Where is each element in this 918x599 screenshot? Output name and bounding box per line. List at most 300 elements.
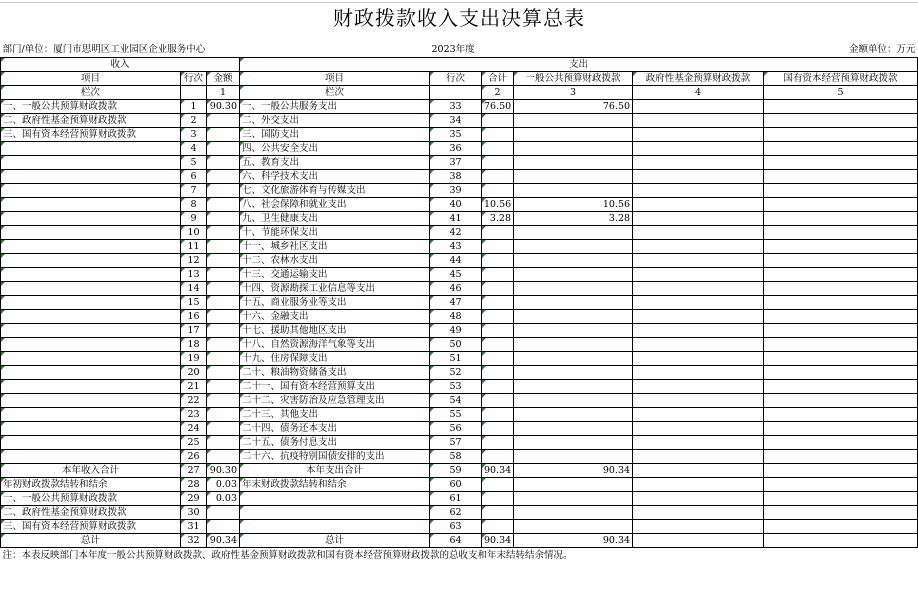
income-item-cell <box>1 198 181 212</box>
income-item-cell <box>1 170 181 184</box>
footnote: 注：本表反映部门本年度一般公共预算财政拨款、政府性基金预算财政拨款和国有资本经营预算财政拨款的总收支和年末结转结余情况。 <box>1 548 918 563</box>
expense-item-cell: 二、外交支出 <box>240 114 430 128</box>
state-capital-cell <box>764 506 918 520</box>
total-cell <box>482 520 514 534</box>
expense-line-cell: 48 <box>430 310 482 324</box>
income-amount-cell <box>207 338 240 352</box>
income-line-cell: 23 <box>181 408 207 422</box>
income-line-cell: 29 <box>181 492 207 506</box>
total-cell: 76.50 <box>482 100 514 114</box>
state-capital-cell <box>764 366 918 380</box>
state-capital-cell <box>764 268 918 282</box>
income-line-cell: 9 <box>181 212 207 226</box>
gov-fund-cell <box>633 492 764 506</box>
expense-item-cell: 十二、农林水支出 <box>240 254 430 268</box>
expense-line-cell: 41 <box>430 212 482 226</box>
state-capital-cell <box>764 324 918 338</box>
general-budget-cell <box>514 338 633 352</box>
expense-line-cell: 38 <box>430 170 482 184</box>
expense-item-cell: 十四、资源勘探工业信息等支出 <box>240 282 430 296</box>
gov-fund-cell <box>633 408 764 422</box>
table-row <box>1 282 918 296</box>
income-line-cell: 2 <box>181 114 207 128</box>
total-cell <box>482 324 514 338</box>
col-num-3: 3 <box>514 86 633 100</box>
table-row <box>1 478 918 492</box>
total-cell <box>482 128 514 142</box>
income-amount-header: 金额 <box>207 72 240 86</box>
state-capital-cell <box>764 450 918 464</box>
gov-fund-cell <box>633 156 764 170</box>
income-item-cell: 年初财政拨款结转和结余 <box>1 478 181 492</box>
general-budget-cell <box>514 114 633 128</box>
total-cell <box>482 506 514 520</box>
general-budget-cell <box>514 394 633 408</box>
income-item-cell <box>1 184 181 198</box>
state-capital-cell <box>764 520 918 534</box>
expense-item-cell: 三、国防支出 <box>240 128 430 142</box>
general-budget-cell <box>514 282 633 296</box>
table-row <box>1 268 918 282</box>
general-budget-cell <box>514 450 633 464</box>
income-amount-cell <box>207 142 240 156</box>
table-row <box>1 366 918 380</box>
gov-fund-header: 政府性基金预算财政拨款 <box>633 72 764 86</box>
income-amount-cell <box>207 520 240 534</box>
expense-item-cell: 十六、金融支出 <box>240 310 430 324</box>
income-line-cell: 32 <box>181 534 207 548</box>
general-budget-cell <box>514 506 633 520</box>
income-item-cell <box>1 394 181 408</box>
gov-fund-cell <box>633 240 764 254</box>
expense-line-cell: 49 <box>430 324 482 338</box>
budget-table <box>0 42 918 562</box>
expense-item-cell: 十七、援助其他地区支出 <box>240 324 430 338</box>
income-amount-cell <box>207 366 240 380</box>
income-amount-cell <box>207 408 240 422</box>
income-amount-cell: 0.03 <box>207 492 240 506</box>
expense-line-cell: 50 <box>430 338 482 352</box>
gov-fund-cell <box>633 506 764 520</box>
income-item-cell <box>1 254 181 268</box>
state-capital-cell <box>764 170 918 184</box>
expense-item-cell: 二十、粮油物资储备支出 <box>240 366 430 380</box>
income-line-cell: 1 <box>181 100 207 114</box>
table-row <box>1 492 918 506</box>
state-capital-cell <box>764 478 918 492</box>
table-row <box>1 352 918 366</box>
income-item-cell <box>1 310 181 324</box>
expense-item-cell: 六、科学技术支出 <box>240 170 430 184</box>
expense-item-cell: 二十三、其他支出 <box>240 408 430 422</box>
general-budget-cell <box>514 380 633 394</box>
income-amount-cell <box>207 352 240 366</box>
note-row <box>1 548 918 563</box>
total-cell <box>482 450 514 464</box>
col-num-4: 4 <box>633 86 764 100</box>
expense-line-cell: 46 <box>430 282 482 296</box>
expense-item-header: 项目 <box>240 72 430 86</box>
table-row <box>1 156 918 170</box>
state-capital-cell <box>764 198 918 212</box>
table-row <box>1 128 918 142</box>
table-row <box>1 394 918 408</box>
gov-fund-cell <box>633 100 764 114</box>
general-budget-cell <box>514 156 633 170</box>
year-label: 2023年度 <box>430 42 633 58</box>
expense-line-cell: 59 <box>430 464 482 478</box>
empty-cell <box>430 86 482 100</box>
general-budget-cell <box>514 240 633 254</box>
gov-fund-cell <box>633 296 764 310</box>
income-amount-cell <box>207 184 240 198</box>
income-item-cell <box>1 366 181 380</box>
expense-item-cell <box>240 520 430 534</box>
income-line-header: 行次 <box>181 72 207 86</box>
table-row <box>1 464 918 478</box>
state-capital-cell <box>764 310 918 324</box>
expense-item-cell <box>240 492 430 506</box>
table-row <box>1 422 918 436</box>
gov-fund-cell <box>633 436 764 450</box>
income-amount-cell <box>207 436 240 450</box>
table-row <box>1 212 918 226</box>
table-row <box>1 534 918 548</box>
income-line-cell: 6 <box>181 170 207 184</box>
income-item-cell <box>1 268 181 282</box>
table-row <box>1 254 918 268</box>
table-row <box>1 170 918 184</box>
state-capital-cell <box>764 380 918 394</box>
income-line-cell: 15 <box>181 296 207 310</box>
state-capital-cell <box>764 338 918 352</box>
income-item-cell: 总计 <box>1 534 181 548</box>
gov-fund-cell <box>633 366 764 380</box>
general-budget-cell <box>514 324 633 338</box>
state-capital-cell <box>764 128 918 142</box>
expense-line-cell: 33 <box>430 100 482 114</box>
income-line-cell: 4 <box>181 142 207 156</box>
income-item-cell <box>1 324 181 338</box>
income-item-cell: 本年收入合计 <box>1 464 181 478</box>
expense-item-cell: 二十二、灾害防治及应急管理支出 <box>240 394 430 408</box>
total-cell <box>482 170 514 184</box>
income-item-cell <box>1 212 181 226</box>
expense-item-cell: 十五、商业服务业等支出 <box>240 296 430 310</box>
gov-fund-cell <box>633 534 764 548</box>
table-row <box>1 240 918 254</box>
income-line-cell: 5 <box>181 156 207 170</box>
income-line-cell: 14 <box>181 282 207 296</box>
table-row <box>1 338 918 352</box>
state-capital-cell <box>764 352 918 366</box>
expense-line-cell: 44 <box>430 254 482 268</box>
gov-fund-cell <box>633 170 764 184</box>
expense-item-cell: 一、一般公共服务支出 <box>240 100 430 114</box>
gov-fund-cell <box>633 310 764 324</box>
general-budget-cell <box>514 408 633 422</box>
total-cell <box>482 436 514 450</box>
total-cell <box>482 282 514 296</box>
state-capital-cell <box>764 464 918 478</box>
income-item-cell: 三、国有资本经营预算财政拨款 <box>1 128 181 142</box>
gov-fund-cell <box>633 184 764 198</box>
total-cell <box>482 296 514 310</box>
table-row <box>1 100 918 114</box>
state-capital-cell <box>764 184 918 198</box>
expense-line-cell: 54 <box>430 394 482 408</box>
gov-fund-cell <box>633 464 764 478</box>
expense-item-cell: 十、节能环保支出 <box>240 226 430 240</box>
income-line-cell: 19 <box>181 352 207 366</box>
gov-fund-cell <box>633 352 764 366</box>
income-amount-cell <box>207 310 240 324</box>
income-item-cell: 二、政府性基金预算财政拨款 <box>1 114 181 128</box>
expense-line-cell: 35 <box>430 128 482 142</box>
gov-fund-cell <box>633 422 764 436</box>
general-budget-cell: 10.56 <box>514 198 633 212</box>
col-num-1: 1 <box>207 86 240 100</box>
expense-item-cell: 十九、住房保障支出 <box>240 352 430 366</box>
total-cell <box>482 254 514 268</box>
expense-item-cell: 总计 <box>240 534 430 548</box>
expense-line-cell: 53 <box>430 380 482 394</box>
gov-fund-cell <box>633 128 764 142</box>
income-amount-cell <box>207 394 240 408</box>
table-row <box>1 198 918 212</box>
income-line-cell: 20 <box>181 366 207 380</box>
general-budget-cell <box>514 422 633 436</box>
col-num-5: 5 <box>764 86 918 100</box>
income-line-cell: 3 <box>181 128 207 142</box>
expense-line-cell: 58 <box>430 450 482 464</box>
state-capital-cell <box>764 212 918 226</box>
empty-cell <box>181 86 207 100</box>
general-budget-cell <box>514 268 633 282</box>
income-amount-cell: 90.34 <box>207 534 240 548</box>
income-header: 收入 <box>1 58 240 72</box>
state-capital-cell <box>764 142 918 156</box>
income-amount-cell <box>207 506 240 520</box>
income-line-cell: 10 <box>181 226 207 240</box>
total-cell <box>482 114 514 128</box>
income-amount-cell <box>207 128 240 142</box>
general-budget-cell: 90.34 <box>514 464 633 478</box>
gov-fund-cell <box>633 380 764 394</box>
income-amount-cell <box>207 282 240 296</box>
total-cell <box>482 478 514 492</box>
total-cell <box>482 268 514 282</box>
general-budget-cell <box>514 254 633 268</box>
total-header: 合计 <box>482 72 514 86</box>
state-capital-cell <box>764 114 918 128</box>
general-budget-cell <box>514 184 633 198</box>
income-line-cell: 24 <box>181 422 207 436</box>
total-cell <box>482 142 514 156</box>
expense-line-cell: 39 <box>430 184 482 198</box>
state-capital-cell <box>764 394 918 408</box>
table-row <box>1 408 918 422</box>
income-item-cell: 一、一般公共预算财政拨款 <box>1 100 181 114</box>
gov-fund-cell <box>633 268 764 282</box>
total-cell <box>482 352 514 366</box>
state-capital-cell <box>764 240 918 254</box>
column-header-row <box>1 72 918 86</box>
income-item-cell <box>1 156 181 170</box>
expense-line-cell: 60 <box>430 478 482 492</box>
gov-fund-cell <box>633 212 764 226</box>
total-cell <box>482 310 514 324</box>
table-row <box>1 142 918 156</box>
state-capital-cell <box>764 534 918 548</box>
income-line-cell: 11 <box>181 240 207 254</box>
table-row <box>1 310 918 324</box>
income-line-cell: 12 <box>181 254 207 268</box>
unit-label: 金额单位：万元 <box>633 42 918 58</box>
expense-item-cell: 十八、自然资源海洋气象等支出 <box>240 338 430 352</box>
income-amount-cell <box>207 254 240 268</box>
gov-fund-cell <box>633 478 764 492</box>
expense-item-cell: 五、教育支出 <box>240 156 430 170</box>
income-amount-cell <box>207 240 240 254</box>
expense-line-cell: 37 <box>430 156 482 170</box>
expense-line-header: 行次 <box>430 72 482 86</box>
income-item-cell <box>1 450 181 464</box>
general-budget-cell <box>514 226 633 240</box>
expense-item-cell: 二十一、国有资本经营预算支出 <box>240 380 430 394</box>
income-line-cell: 13 <box>181 268 207 282</box>
expense-line-cell: 62 <box>430 506 482 520</box>
section-header-row <box>1 58 918 72</box>
gov-fund-cell <box>633 142 764 156</box>
total-cell <box>482 366 514 380</box>
table-row <box>1 324 918 338</box>
general-budget-cell <box>514 436 633 450</box>
income-line-cell: 17 <box>181 324 207 338</box>
expense-header: 支出 <box>240 58 918 72</box>
income-col-label: 栏次 <box>1 86 181 100</box>
income-item-cell <box>1 226 181 240</box>
total-cell <box>482 380 514 394</box>
col-num-2: 2 <box>482 86 514 100</box>
expense-line-cell: 51 <box>430 352 482 366</box>
gov-fund-cell <box>633 226 764 240</box>
general-budget-cell <box>514 142 633 156</box>
total-cell <box>482 184 514 198</box>
expense-line-cell: 52 <box>430 366 482 380</box>
income-item-cell: 二、政府性基金预算财政拨款 <box>1 506 181 520</box>
state-capital-cell <box>764 296 918 310</box>
income-item-cell <box>1 142 181 156</box>
gov-fund-cell <box>633 254 764 268</box>
income-item-cell: 三、国有资本经营预算财政拨款 <box>1 520 181 534</box>
income-item-cell <box>1 338 181 352</box>
expense-col-label: 栏次 <box>240 86 430 100</box>
expense-line-cell: 42 <box>430 226 482 240</box>
total-cell <box>482 422 514 436</box>
total-cell: 90.34 <box>482 534 514 548</box>
gov-fund-cell <box>633 282 764 296</box>
income-line-cell: 28 <box>181 478 207 492</box>
income-amount-cell <box>207 450 240 464</box>
expense-item-cell: 九、卫生健康支出 <box>240 212 430 226</box>
expense-line-cell: 36 <box>430 142 482 156</box>
income-amount-cell <box>207 324 240 338</box>
income-line-cell: 27 <box>181 464 207 478</box>
expense-item-cell: 二十六、抗疫特别国债安排的支出 <box>240 450 430 464</box>
income-amount-cell <box>207 212 240 226</box>
state-capital-cell <box>764 422 918 436</box>
gov-fund-cell <box>633 338 764 352</box>
total-cell <box>482 240 514 254</box>
column-index-row <box>1 86 918 100</box>
expense-item-cell: 八、社会保障和就业支出 <box>240 198 430 212</box>
general-budget-cell <box>514 296 633 310</box>
income-amount-cell <box>207 268 240 282</box>
income-item-cell <box>1 380 181 394</box>
general-budget-cell <box>514 492 633 506</box>
expense-item-cell: 二十五、债务付息支出 <box>240 436 430 450</box>
income-item-cell <box>1 296 181 310</box>
income-line-cell: 16 <box>181 310 207 324</box>
total-cell <box>482 394 514 408</box>
income-item-cell <box>1 240 181 254</box>
expense-line-cell: 56 <box>430 422 482 436</box>
expense-item-cell: 本年支出合计 <box>240 464 430 478</box>
income-line-cell: 25 <box>181 436 207 450</box>
table-row <box>1 506 918 520</box>
income-amount-cell <box>207 114 240 128</box>
expense-line-cell: 43 <box>430 240 482 254</box>
gov-fund-cell <box>633 324 764 338</box>
general-budget-cell <box>514 366 633 380</box>
expense-line-cell: 57 <box>430 436 482 450</box>
expense-item-cell: 十三、交通运输支出 <box>240 268 430 282</box>
total-cell: 3.28 <box>482 212 514 226</box>
expense-item-cell: 四、公共安全支出 <box>240 142 430 156</box>
income-amount-cell <box>207 156 240 170</box>
general-budget-cell <box>514 170 633 184</box>
income-item-cell <box>1 422 181 436</box>
income-item-cell <box>1 408 181 422</box>
state-capital-cell <box>764 100 918 114</box>
general-budget-cell <box>514 352 633 366</box>
income-line-cell: 22 <box>181 394 207 408</box>
gov-fund-cell <box>633 198 764 212</box>
gov-fund-cell <box>633 394 764 408</box>
income-line-cell: 18 <box>181 338 207 352</box>
expense-item-cell: 二十四、债务还本支出 <box>240 422 430 436</box>
expense-line-cell: 55 <box>430 408 482 422</box>
total-cell <box>482 156 514 170</box>
general-budget-cell <box>514 128 633 142</box>
total-cell <box>482 408 514 422</box>
income-item-cell <box>1 436 181 450</box>
total-cell <box>482 338 514 352</box>
table-row <box>1 184 918 198</box>
page-title: 财政拨款收入支出决算总表 <box>333 6 585 30</box>
general-budget-cell: 3.28 <box>514 212 633 226</box>
income-amount-cell: 90.30 <box>207 464 240 478</box>
gov-fund-cell <box>633 450 764 464</box>
expense-line-cell: 63 <box>430 520 482 534</box>
total-cell <box>482 492 514 506</box>
info-row <box>1 42 918 58</box>
total-cell <box>482 226 514 240</box>
income-line-cell: 31 <box>181 520 207 534</box>
income-line-cell: 26 <box>181 450 207 464</box>
expense-line-cell: 61 <box>430 492 482 506</box>
